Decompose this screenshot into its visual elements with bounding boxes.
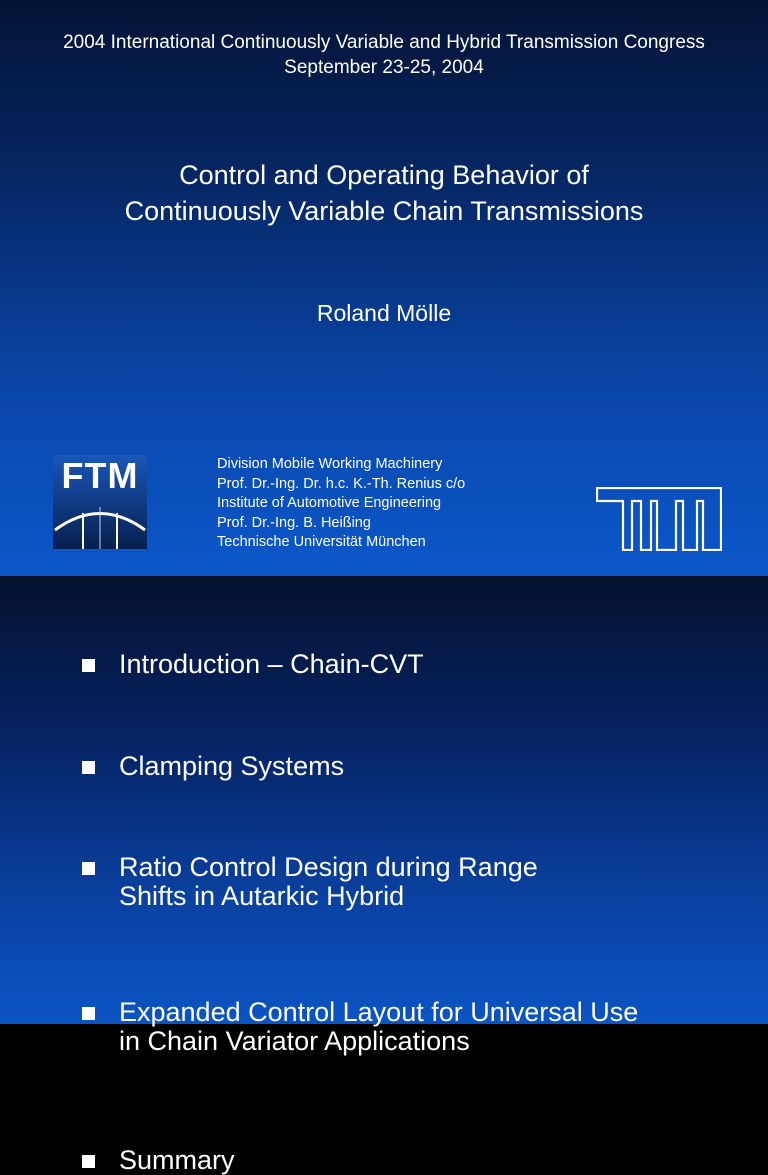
square-bullet-icon	[82, 1155, 95, 1168]
title-line-1: Control and Operating Behavior of	[179, 160, 589, 190]
author-name: Roland Mölle	[316, 300, 452, 326]
title-line-2: Continuously Variable Chain Transmissions	[124, 196, 644, 226]
agenda-list	[82, 649, 742, 1175]
square-bullet-icon	[82, 659, 95, 672]
square-bullet-icon	[82, 1007, 95, 1020]
affiliation-line: Institute of Automotive Engineering	[217, 495, 442, 511]
conference-date: September 23-25, 2004	[284, 57, 484, 78]
affiliation-line: Technische Universität München	[217, 534, 426, 550]
square-bullet-icon	[82, 761, 95, 774]
title-slide	[0, 0, 768, 576]
ftm-logo-text: FTM	[61, 455, 139, 496]
tum-logo	[596, 487, 722, 551]
agenda-item: Clamping Systems	[82, 752, 742, 781]
agenda-item: Ratio Control Design during Range Shifts in Autarkic Hybrid	[82, 853, 742, 911]
affiliation-block	[217, 455, 465, 553]
affiliation-line: Prof. Dr.-Ing. B. Heißing	[217, 514, 371, 531]
conference-name: 2004 International Continuously Variable and Hybrid Transmission Congress	[63, 32, 705, 53]
affiliation-line: Division Mobile Working Machinery	[217, 456, 443, 472]
presentation-title	[0, 157, 768, 229]
affiliation-line: Prof. Dr.-Ing. Dr. h.c. K.-Th. Renius c/o	[217, 475, 466, 492]
conference-info	[0, 30, 768, 80]
agenda-item: Introduction – Chain-CVT	[82, 650, 742, 679]
agenda-item: Summary	[82, 1146, 742, 1175]
ftm-logo	[53, 455, 147, 549]
square-bullet-icon	[82, 862, 95, 875]
agenda-item: Expanded Control Layout for Universal Use in Chain Variator Applications	[82, 998, 742, 1056]
